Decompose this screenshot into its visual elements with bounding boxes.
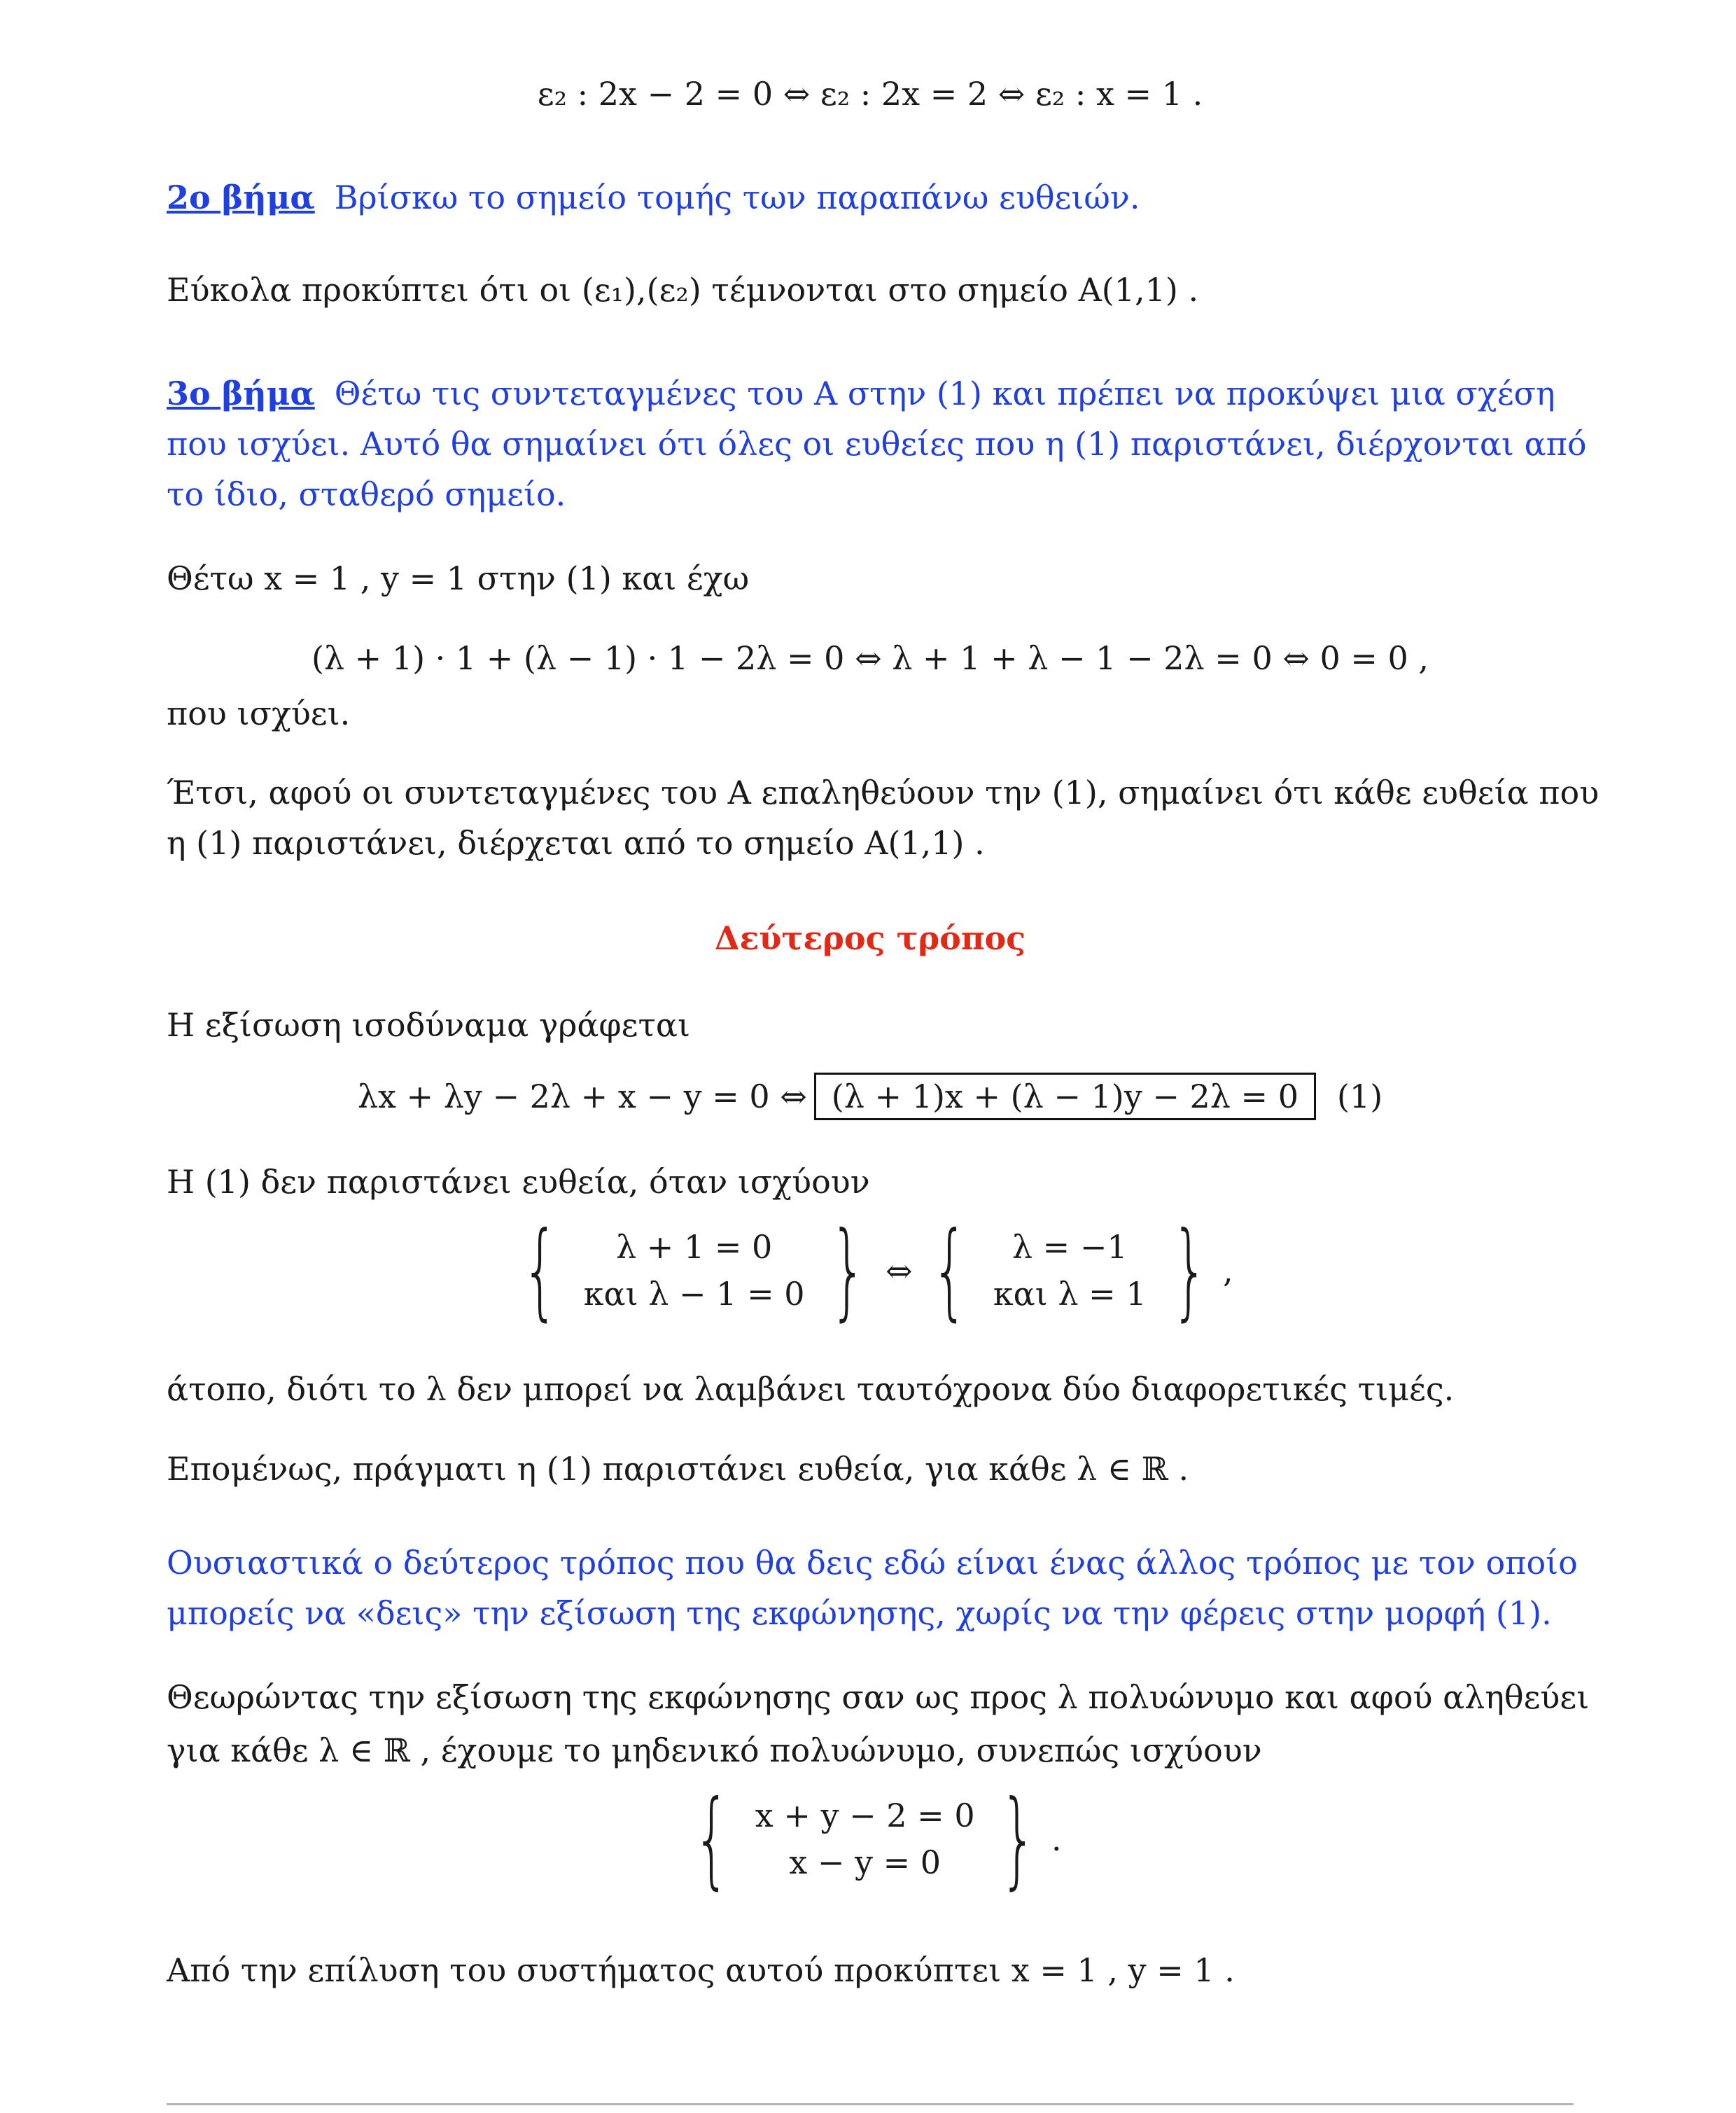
substitute-text: Θέτω x = 1 , y = 1 στην (1) και έχω xyxy=(167,559,750,597)
step3-text-1: Θέτω τις συντεταγμένες του A στην (1) και πρέπει να προκύψει μια σχέση xyxy=(334,375,1555,412)
step2-paragraph xyxy=(167,174,1140,222)
system1-left-row1: λ + 1 = 0 xyxy=(616,1228,773,1267)
equation-rewrite-left: λx + λy − 2λ + x − y = 0 ⇔ xyxy=(357,1078,807,1115)
holds-text: που ισχύει. xyxy=(167,695,351,732)
system1-equiv: ⇔ xyxy=(885,1251,913,1290)
system1-left-row2: και λ − 1 = 0 xyxy=(583,1275,805,1313)
system-xy xyxy=(167,1778,1574,1900)
polynomial-line2: για κάθε λ ∈ ℝ , έχουμε το μηδενικό πολυώνυμο, συνεπώς ισχύουν xyxy=(167,1731,1262,1769)
left-brace-icon: { xyxy=(931,1210,969,1332)
left-brace-icon: { xyxy=(522,1210,559,1332)
equation-rewrite xyxy=(167,1073,1574,1121)
step3-line1 xyxy=(167,370,1555,418)
absurd-text: άτοπο, διότι το λ δεν μπορεί να λαμβάνει ταυτόχρονα δύο διαφορετικές τιμές. xyxy=(167,1370,1455,1408)
not-line-text: Η (1) δεν παριστάνει ευθεία, όταν ισχύουν xyxy=(167,1163,870,1201)
system2-end: . xyxy=(1051,1820,1062,1858)
step2-label: 2ο βήμα xyxy=(167,179,315,216)
intersection-text: Εύκολα προκύπτει ότι οι (ε₁),(ε₂) τέμνονται στο σημείο A(1,1) . xyxy=(167,271,1199,309)
equation-tag: (1) xyxy=(1336,1078,1383,1115)
system2-row1: x + y − 2 = 0 xyxy=(755,1797,975,1835)
left-brace-icon: { xyxy=(693,1778,731,1900)
step2-text: Βρίσκω το σημείο τομής των παραπάνω ευθειών. xyxy=(334,179,1140,216)
system2-row2: x − y = 0 xyxy=(789,1843,941,1881)
equation-epsilon2: ε₂ : 2x − 2 = 0 ⇔ ε₂ : 2x = 2 ⇔ ε₂ : x = 1 . xyxy=(537,75,1203,113)
system-lambda xyxy=(167,1210,1574,1332)
conclusion-line2: η (1) παριστάνει, διέρχεται από το σημείο A(1,1) . xyxy=(167,824,985,862)
document-page xyxy=(167,0,1600,2113)
polynomial-line1: Θεωρώντας την εξίσωση της εκφώνησης σαν ως προς λ πολυώνυμο και αφού αληθεύει xyxy=(167,1678,1590,1716)
step3-text-2: που ισχύει. Αυτό θα σημαίνει ότι όλες οι ευθείες που η (1) παριστάνει, διέρχονται από xyxy=(167,425,1587,463)
system1-end: , xyxy=(1223,1251,1233,1290)
right-brace-icon: } xyxy=(1000,1778,1037,1900)
note-line2: μπορείς να «δεις» την εξίσωση της εκφώνησης, χωρίς να την φέρεις στην μορφή (1). xyxy=(167,1594,1552,1632)
step3-label: 3ο βήμα xyxy=(167,375,315,412)
rewrite-text: Η εξίσωση ισοδύναμα γράφεται xyxy=(167,1006,691,1044)
step3-text-3: το ίδιο, σταθερό σημείο. xyxy=(167,475,566,513)
equation-substitution: (λ + 1) · 1 + (λ − 1) · 1 − 2λ = 0 ⇔ λ + 1 + λ − 1 − 2λ = 0 ⇔ 0 = 0 , xyxy=(311,639,1429,677)
system1-right-row2: και λ = 1 xyxy=(993,1275,1147,1313)
final-text: Από την επίλυση του συστήματος αυτού προκύπτει x = 1 , y = 1 . xyxy=(167,1951,1235,1989)
equation-boxed: (λ + 1)x + (λ − 1)y − 2λ = 0 xyxy=(814,1073,1316,1120)
right-brace-icon: } xyxy=(1171,1210,1208,1332)
second-way-heading: Δεύτερος τρόπος xyxy=(714,919,1026,957)
conclusion-line1: Έτσι, αφού οι συντεταγμένες του A επαληθεύουν την (1), σημαίνει ότι κάθε ευθεία που xyxy=(167,774,1600,811)
footer-divider xyxy=(167,2103,1574,2105)
right-brace-icon: } xyxy=(829,1210,867,1332)
note-line1: Ουσιαστικά ο δεύτερος τρόπος που θα δεις εδώ είναι ένας άλλος τρόπος με τον οποίο xyxy=(167,1544,1578,1582)
system1-right-row1: λ = −1 xyxy=(1011,1228,1128,1267)
therefore-text: Επομένως, πράγματι η (1) παριστάνει ευθεία, για κάθε λ ∈ ℝ . xyxy=(167,1450,1189,1488)
